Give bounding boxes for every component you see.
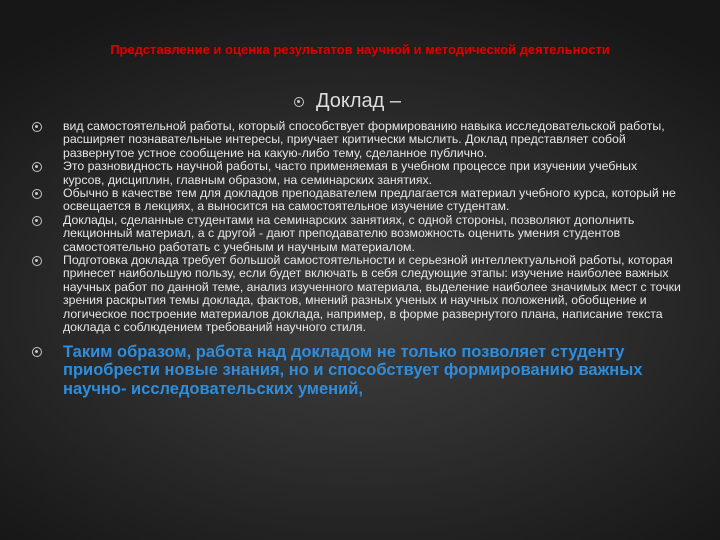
list-item-text: вид самостоятельной работы, который способствует формированию навыка исследовательской работы, расширяет познавательные интересы, приучает критически мыслить. Доклад представляет собой развернутое устное сообщение на какую-либо тему, сделанное публично. [63,119,665,160]
circle-dot-icon [32,122,42,132]
conclusion-text: Таким образом, работа над докладом не только позволяет студенту приобрести новые знания, но и способствует формированию важных научно- исследовательских умений, [63,342,643,398]
circle-dot-icon [32,162,42,172]
slide-title: Представление и оценка результатов научной и методической деятельности [110,42,610,57]
conclusion-item [32,343,682,399]
list-item-text: Обычно в качестве тем для докладов преподавателем предлагается материал учебного курса, который не освещается в лекциях, а выносится на самостоятельное изучение студентам. [63,186,676,214]
list-item-text: Подготовка доклада требует большой самостоятельности и серьезной интеллектуальной работы, которая принесет наибольшую пользу, если будет включать в себя следующие этапы: изучение наиболее важных научных работ по данной теме, анализ изученного материала, выделение наиболее значимых мест с точки зрения раскрытия темы доклада, фактов, мнений разных ученых и научных положений, обобщение и логическое построение материалов доклада, например, в форме развернутого плана, написание текста доклада с соблюдением требований научного стиля. [63,253,681,335]
circle-dot-icon [32,347,42,357]
list-item [32,120,682,160]
list-item [32,187,682,214]
circle-dot-icon [32,189,42,199]
circle-dot-icon [32,216,42,226]
circle-dot-icon [294,97,304,107]
list-item-text: Доклады, сделанные студентами на семинарских занятиях, с одной стороны, позволяют дополнить лекционный материал, а с другой - дают преподавателю возможность оценить умения студентов самостоятельно работать с учебным и научным материалом. [63,212,635,254]
heading-row [294,90,401,113]
slide-heading: Доклад – [316,90,402,112]
bullet-list [32,120,682,398]
circle-dot-icon [32,256,42,266]
list-item [32,254,682,334]
list-item [32,160,682,187]
list-item [32,214,682,254]
list-item-text: Это разновидность научной работы, часто применяемая в учебном процессе при изучении учебных курсов, дисциплин, главным образом, на семинарских занятиях. [63,159,638,187]
